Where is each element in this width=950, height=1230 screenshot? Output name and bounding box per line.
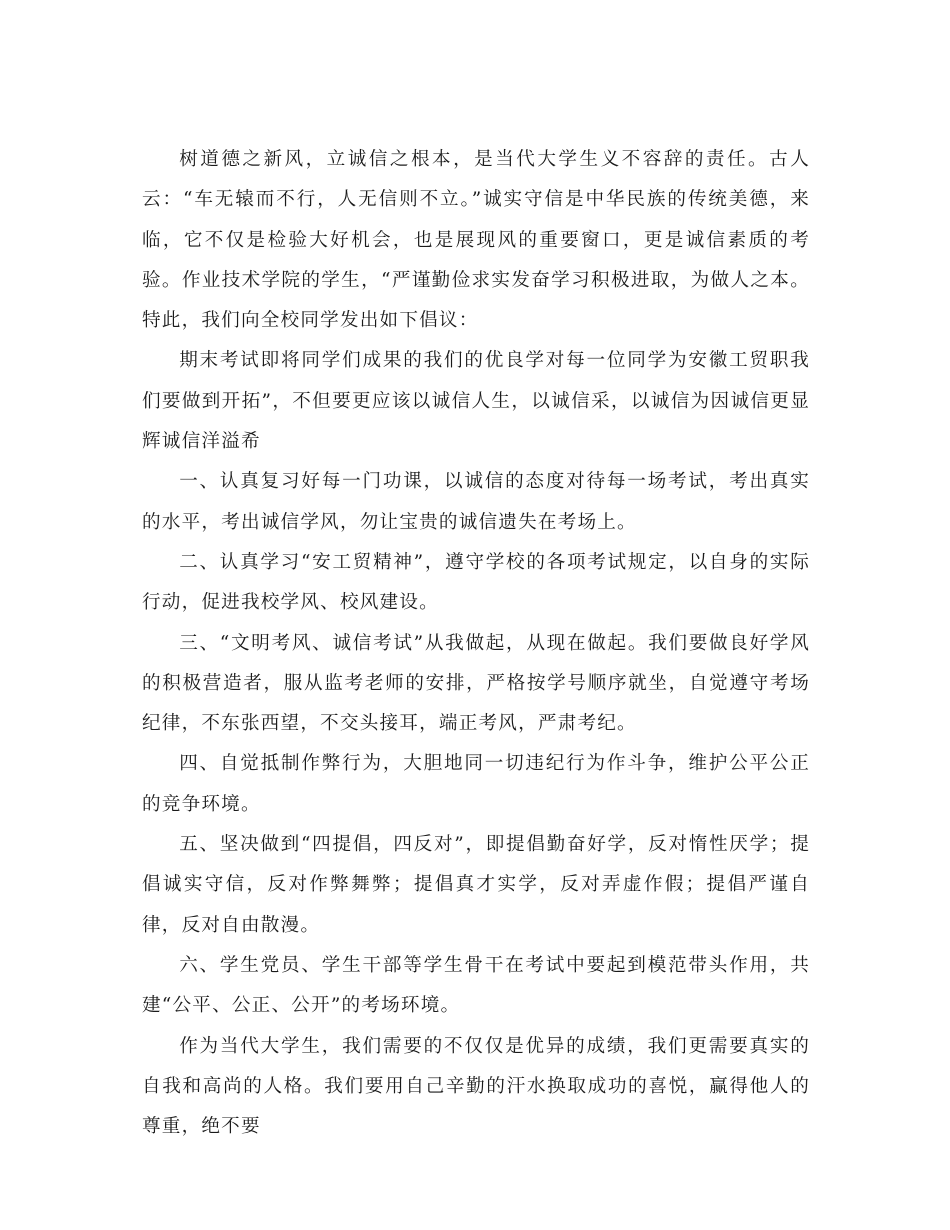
paragraph-closing: 作为当代大学生，我们需要的不仅仅是优异的成绩，我们更需要真实的自我和高尚的人格。我们要用自己辛勤的汗水换取成功的喜悦，赢得他人的尊重，绝不要 — [142, 1035, 810, 1138]
paragraph-exam: 期末考试即将同学们成果的我们的优良学对每一位同学为安徽工贸职我们要做到开拓”，不但要更应该以诚信人生，以诚信采，以诚信为因诚信更显辉诚信洋溢希 — [142, 350, 810, 453]
paragraph-item-2: 二、认真学习“安工贸精神”，遵守学校的各项考试规定，以自身的实际行动，促进我校学风、校风建设。 — [142, 551, 810, 614]
paragraph-item-4: 四、自觉抵制作弊行为，大胆地同一切违纪行为作斗争，维护公平公正的竞争环境。 — [142, 753, 810, 815]
paragraph-item-1: 一、认真复习好每一门功课，以诚信的态度对待每一场考试，考出真实的水平，考出诚信学风，勿让宝贵的诚信遗失在考场上。 — [142, 471, 810, 533]
document-body — [142, 140, 810, 1147]
paragraph-item-5: 五、坚决做到“四提倡，四反对”，即提倡勤奋好学，反对惰性厌学；提倡诚实守信，反对作弊舞弊；提倡真才实学，反对弄虚作假；提倡严谨自律，反对自由散漫。 — [142, 834, 810, 936]
paragraph-intro: 树道德之新风，立诚信之根本，是当代大学生义不容辞的责任。古人云：“车无辕而不行，人无信则不立。”诚实守信是中华民族的传统美德，来临，它不仅是检验大好机会，也是展现风的重要窗口，更是诚信素质的考验。作业技术学院的学生，“严谨勤俭求实发奋学习积极进取，为做人之本。特此，我们向全校同学发出如下倡议： — [142, 149, 810, 332]
paragraph-item-6: 六、学生党员、学生干部等学生骨干在考试中要起到模范带头作用，共建“公平、公正、公开”的考场环境。 — [142, 954, 810, 1017]
paragraph-item-3: 三、“文明考风、诚信考试”从我做起，从现在做起。我们要做良好学风的积极营造者，服从监考老师的安排，严格按学号顺序就坐，自觉遵守考场纪律，不东张西望，不交头接耳，端正考风，严肃考纪。 — [142, 632, 810, 735]
